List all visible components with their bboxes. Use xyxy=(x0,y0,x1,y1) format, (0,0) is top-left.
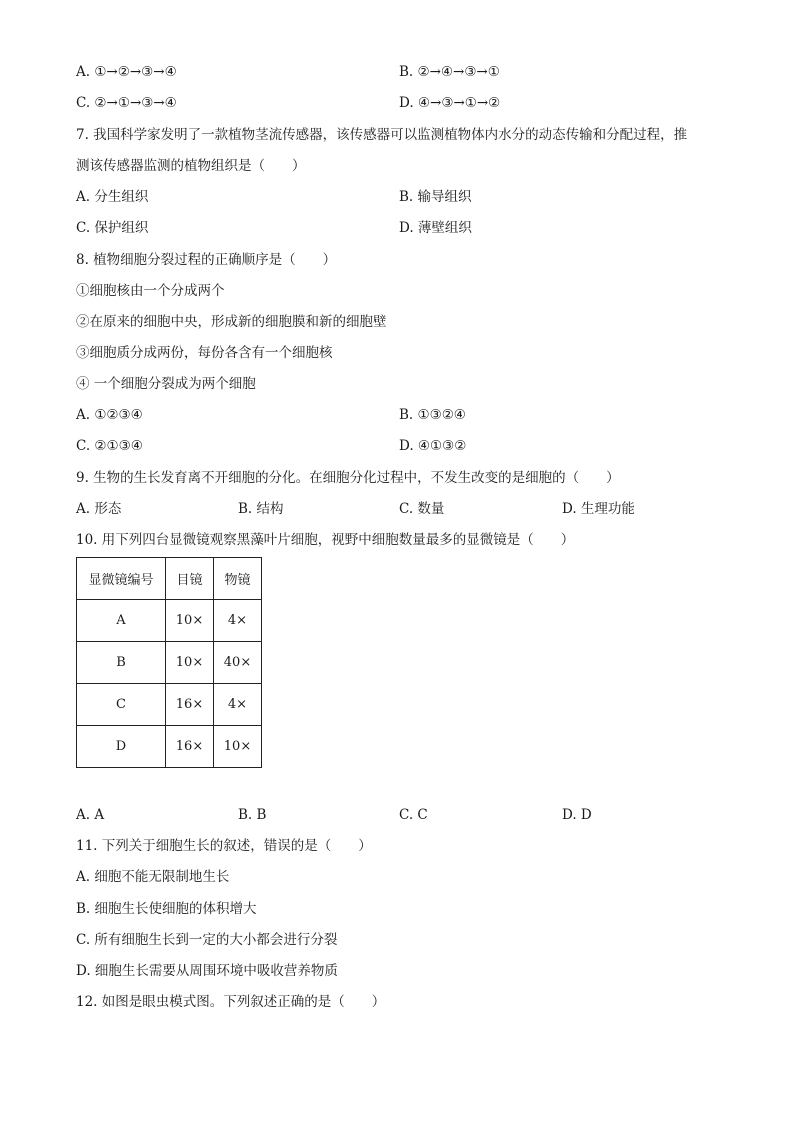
table-header-cell: 物镜 xyxy=(214,558,262,600)
q6-option-d: D. ④→③→①→② xyxy=(399,95,501,111)
q8-option-c: C. ②①③④ xyxy=(76,438,143,454)
microscope-table xyxy=(76,557,262,768)
q10-stem: 10. 用下列四台显微镜观察黑藻叶片细胞，视野中细胞数量最多的显微镜是（ ） xyxy=(76,532,575,548)
q9-option-a: A. 形态 xyxy=(76,501,122,517)
table-row xyxy=(77,684,262,726)
q10-option-a: A. A xyxy=(76,807,105,823)
q11-option-a: A. 细胞不能无限制地生长 xyxy=(76,869,230,885)
table-cell: C xyxy=(77,684,166,726)
q11-option-b: B. 细胞生长使细胞的体积增大 xyxy=(76,901,257,917)
q8-step-1: ①细胞核由一个分成两个 xyxy=(76,283,225,299)
table-cell: A xyxy=(77,600,166,642)
q8-stem: 8. 植物细胞分裂过程的正确顺序是（ ） xyxy=(76,252,337,268)
q6-option-c: C. ②→①→③→④ xyxy=(76,95,177,111)
q7-option-b: B. 输导组织 xyxy=(399,189,472,205)
table-cell: B xyxy=(77,642,166,684)
table-cell: 16× xyxy=(166,684,214,726)
table-cell: 10× xyxy=(214,726,262,768)
table-cell: 16× xyxy=(166,726,214,768)
table-row xyxy=(77,600,262,642)
q7-stem-line2: 测该传感器监测的植物组织是（ ） xyxy=(76,158,306,174)
q11-option-c: C. 所有细胞生长到一定的大小都会进行分裂 xyxy=(76,932,338,948)
table-cell: 10× xyxy=(166,642,214,684)
q8-option-b: B. ①③②④ xyxy=(399,407,466,423)
q9-option-b: B. 结构 xyxy=(238,501,284,517)
q10-option-d: D. D xyxy=(562,807,592,823)
table-row xyxy=(77,726,262,768)
q11-stem: 11. 下列关于细胞生长的叙述，错误的是（ ） xyxy=(76,838,372,854)
q11-option-d: D. 细胞生长需要从周围环境中吸收营养物质 xyxy=(76,963,338,979)
q8-step-2: ②在原来的细胞中央，形成新的细胞膜和新的细胞壁 xyxy=(76,314,387,330)
q6-option-a: A. ①→②→③→④ xyxy=(76,64,177,80)
table-cell: 40× xyxy=(214,642,262,684)
table-cell: 10× xyxy=(166,600,214,642)
table-header-cell: 显微镜编号 xyxy=(77,558,166,600)
table-cell: 4× xyxy=(214,684,262,726)
q9-option-d: D. 生理功能 xyxy=(562,501,635,517)
q8-step-4: ④ 一个细胞分裂成为两个细胞 xyxy=(76,376,256,392)
table-header-row xyxy=(77,558,262,600)
q7-option-a: A. 分生组织 xyxy=(76,189,149,205)
q10-option-b: B. B xyxy=(238,807,267,823)
q9-stem: 9. 生物的生长发育离不开细胞的分化。在细胞分化过程中，不发生改变的是细胞的（ ） xyxy=(76,470,620,486)
q7-option-d: D. 薄壁组织 xyxy=(399,220,472,236)
table-cell: D xyxy=(77,726,166,768)
q9-option-c: C. 数量 xyxy=(399,501,445,517)
q6-option-b: B. ②→④→③→① xyxy=(399,64,500,80)
q8-option-a: A. ①②③④ xyxy=(76,407,143,423)
q7-option-c: C. 保护组织 xyxy=(76,220,149,236)
q10-option-c: C. C xyxy=(399,807,428,823)
table-row xyxy=(77,642,262,684)
q12-stem: 12. 如图是眼虫模式图。下列叙述正确的是（ ） xyxy=(76,994,386,1010)
q8-option-d: D. ④①③② xyxy=(399,438,467,454)
q8-step-3: ③细胞质分成两份，每份各含有一个细胞核 xyxy=(76,345,333,361)
q7-stem-line1: 7. 我国科学家发明了一款植物茎流传感器，该传感器可以监测植物体内水分的动态传输和分配过程，推 xyxy=(76,127,688,143)
table-header-cell: 目镜 xyxy=(166,558,214,600)
table-cell: 4× xyxy=(214,600,262,642)
